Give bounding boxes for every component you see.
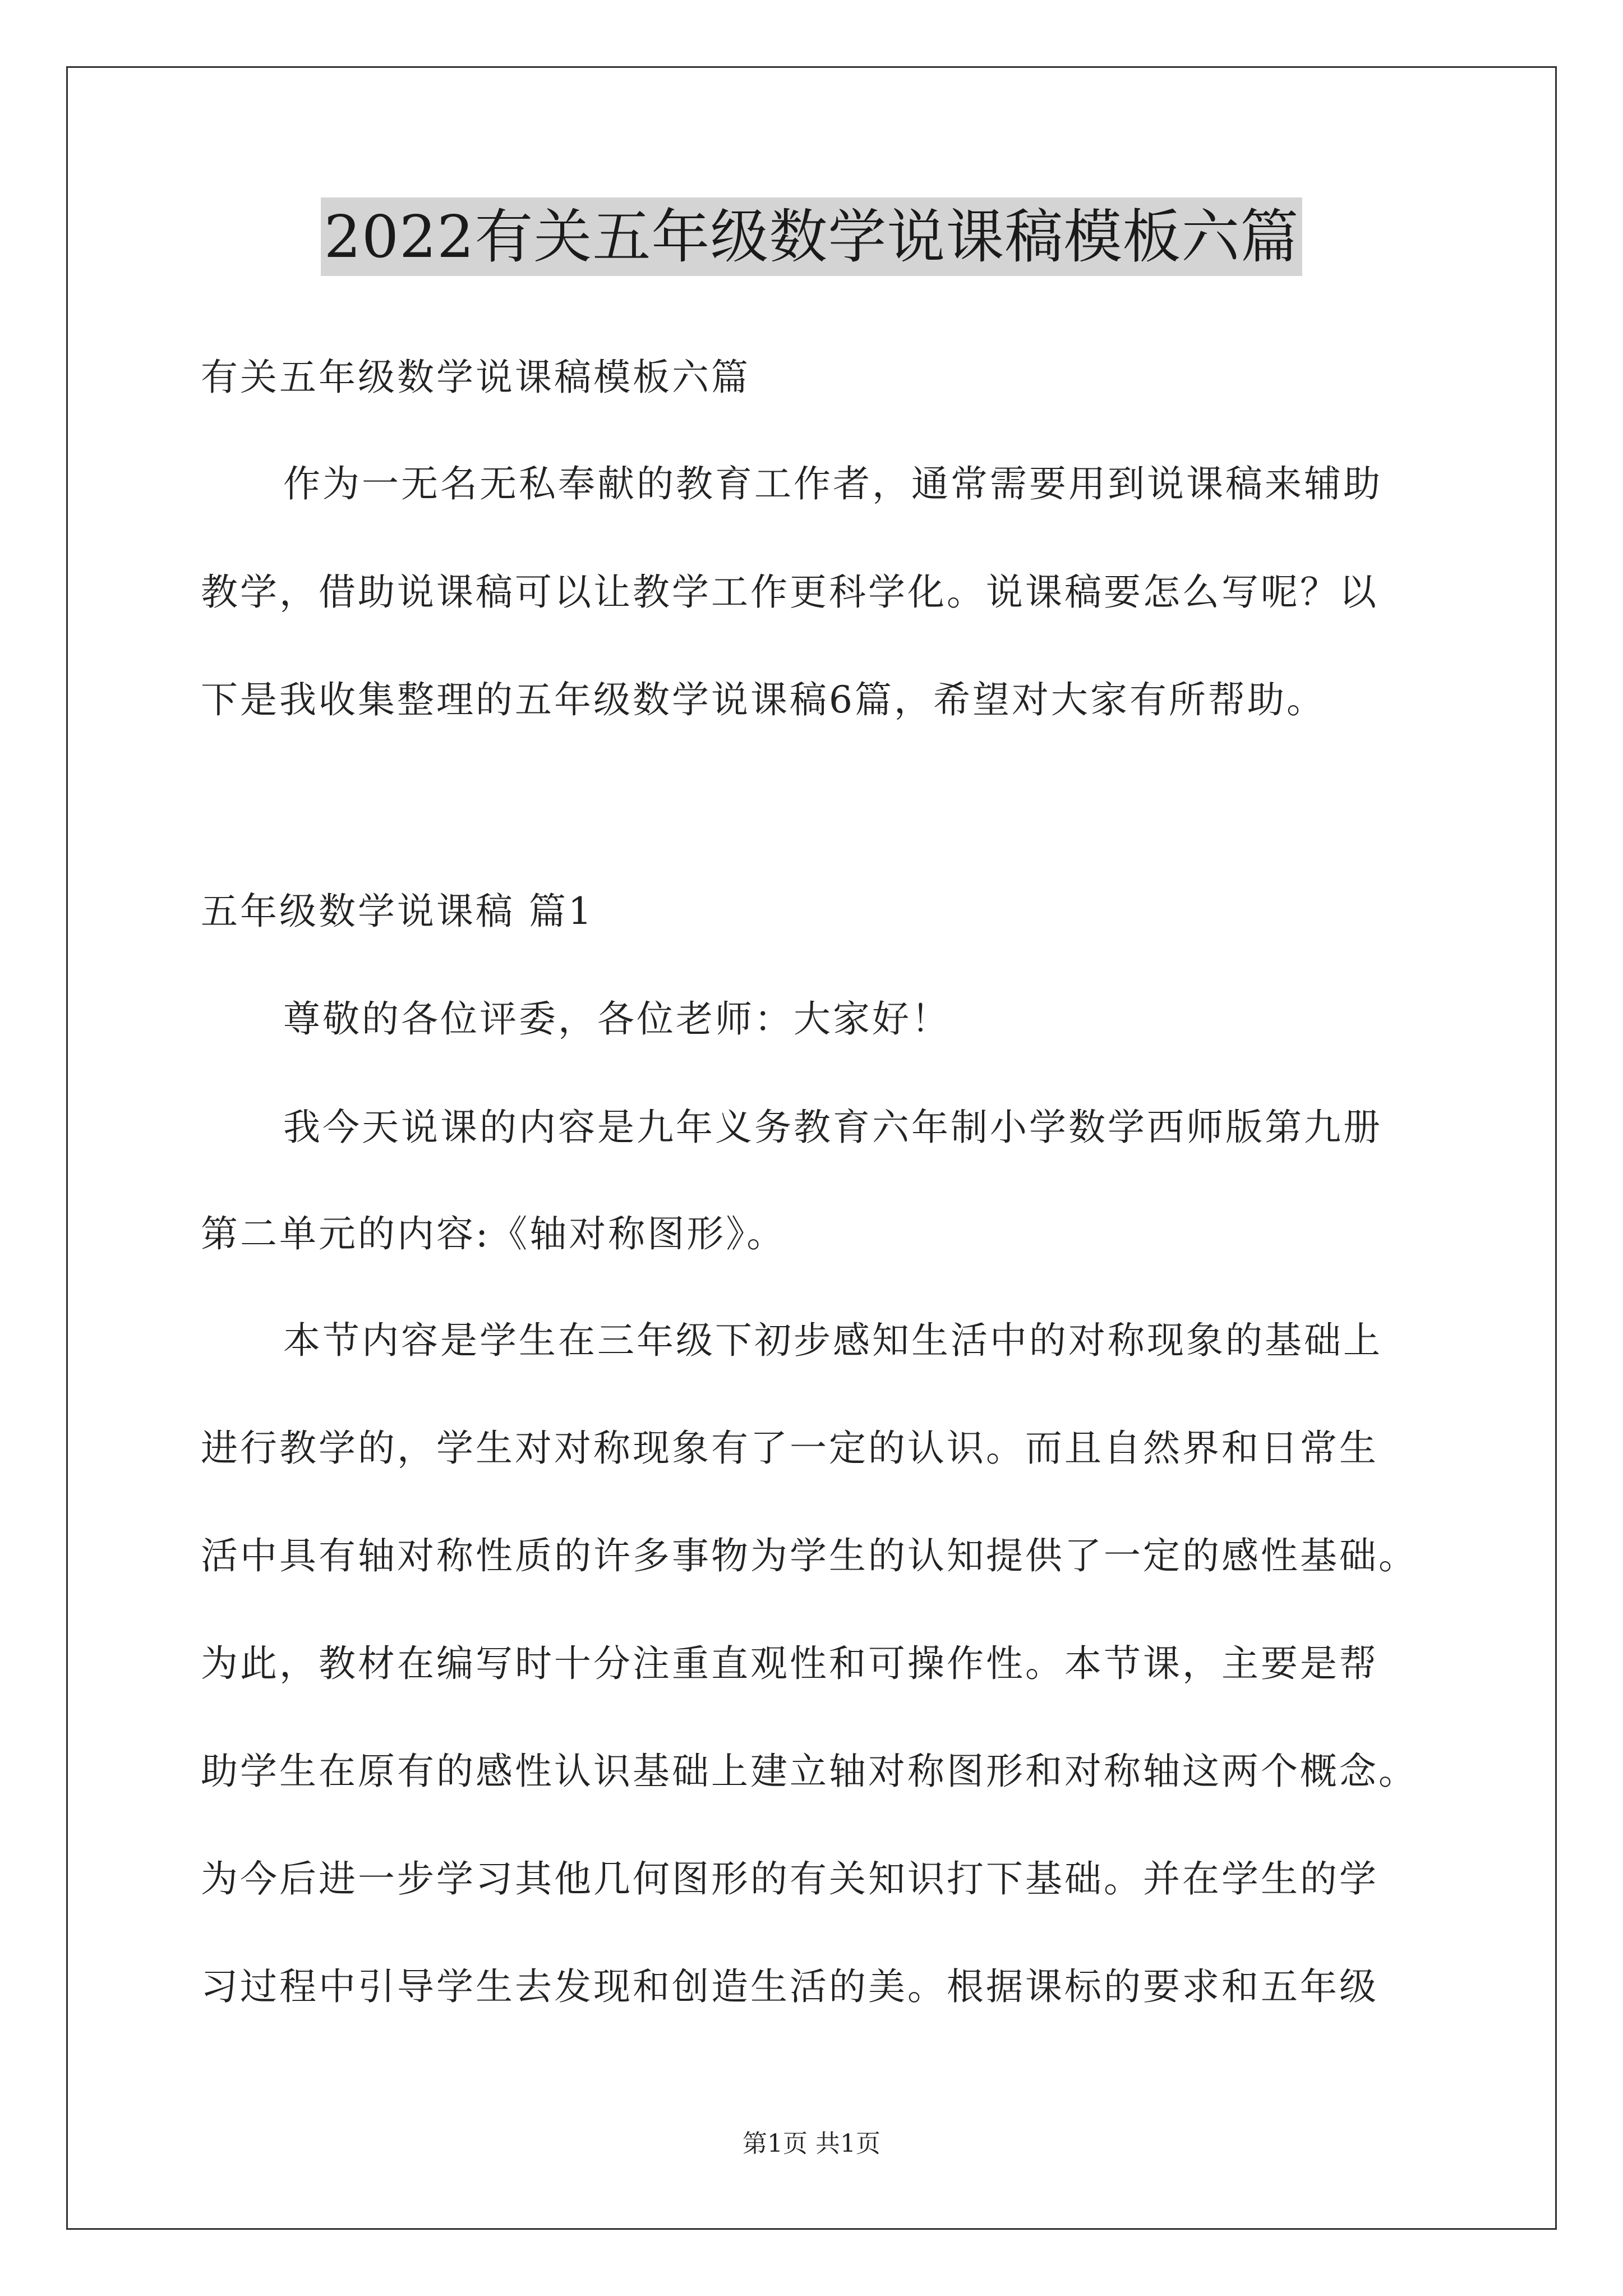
paragraph-line: 习过程中引导学生去发现和创造生活的美。根据课标的要求和五年级 — [201, 1965, 1378, 2008]
document-title: 2022有关五年级数学说课稿模板六篇 — [321, 197, 1303, 276]
paragraph-line: 为此，教材在编写时十分注重直观性和可操作性。本节课，主要是帮 — [201, 1642, 1378, 1685]
intro-line: 教学，借助说课稿可以让教学工作更科学化。说课稿要怎么写呢？以 — [201, 570, 1378, 614]
paragraph-line: 本节内容是学生在三年级下初步感知生活中的对称现象的基础上 — [283, 1319, 1382, 1362]
paragraph-line: 助学生在原有的感性认识基础上建立轴对称图形和对称轴这两个概念。 — [201, 1750, 1418, 1793]
intro-line: 作为一无名无私奉献的教育工作者，通常需要用到说课稿来辅助 — [283, 462, 1382, 505]
paragraph-line: 进行教学的，学生对对称现象有了一定的认识。而且自然界和日常生 — [201, 1427, 1378, 1470]
paragraph-line: 为今后进一步学习其他几何图形的有关知识打下基础。并在学生的学 — [201, 1857, 1378, 1901]
title-container — [0, 197, 1623, 276]
greeting-line: 尊敬的各位评委，各位老师：大家好！ — [283, 997, 951, 1041]
paragraph-line: 我今天说课的内容是九年义务教育六年制小学数学西师版第九册 — [283, 1106, 1382, 1149]
intro-line: 下是我收集整理的五年级数学说课稿6篇，希望对大家有所帮助。 — [201, 678, 1326, 721]
section-heading: 五年级数学说课稿 篇1 — [201, 890, 594, 933]
paragraph-line: 活中具有轴对称性质的许多事物为学生的认知提供了一定的感性基础。 — [201, 1534, 1418, 1577]
paragraph-line: 第二单元的内容:《轴对称图形》。 — [201, 1212, 786, 1255]
document-subtitle: 有关五年级数学说课稿模板六篇 — [201, 356, 750, 399]
page-footer: 第1页 共1页 — [743, 2129, 880, 2158]
